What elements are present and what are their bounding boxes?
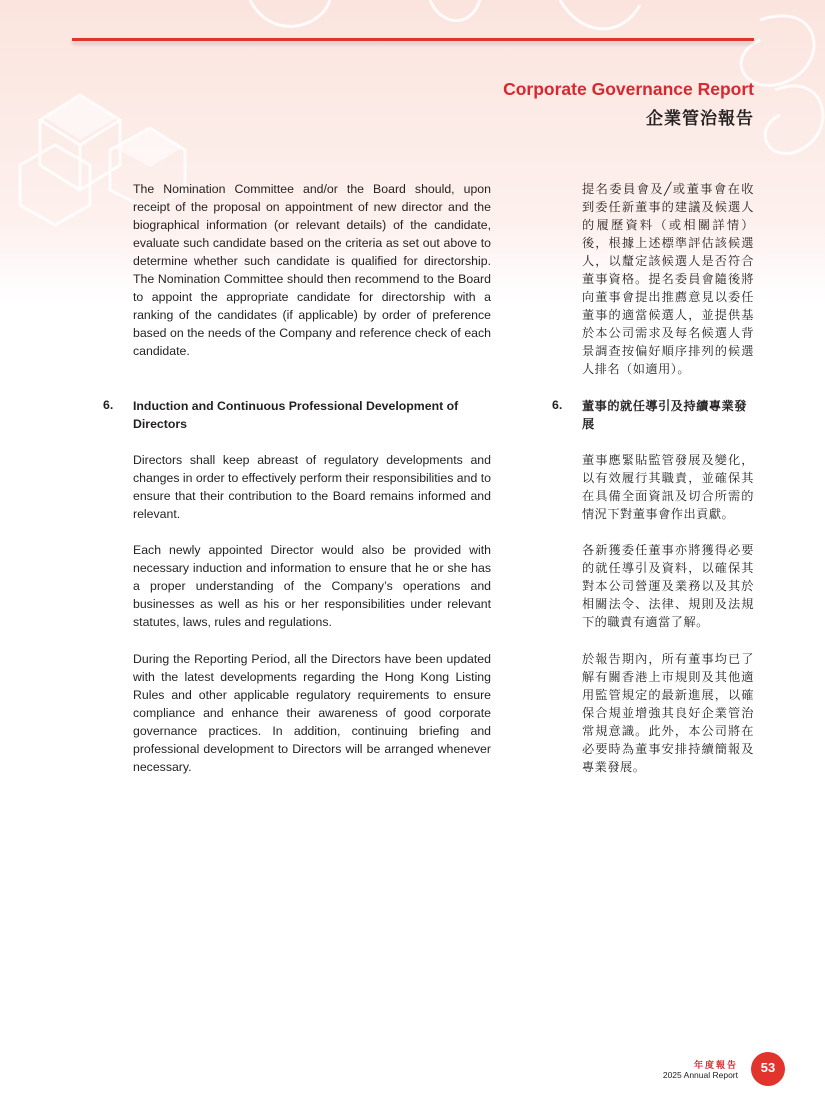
paragraph-3-en-block <box>133 650 491 776</box>
paragraph-2-en-block <box>133 541 491 631</box>
paragraph-2-zh: 各新獲委任董事亦將獲得必要的就任導引及資料，以確保其對本公司營運及業務以及其於相關法令、法律、規則及法規下的職責有適當了解。 <box>582 543 754 629</box>
section-heading-en: Induction and Continuous Professional Development of Directors <box>133 399 459 431</box>
section-heading-en-block <box>133 397 491 433</box>
paragraph-3-en: During the Reporting Period, all the Directors have been updated with the latest developments regarding the Hong Kong Listing Rules and other applicable regulatory requirements to ensure compliance and enhance their awareness of good corporate governance practices. In addition, continuing briefing and professional development to Directors will be arranged whenever necessary. <box>133 652 491 774</box>
paragraph-1-zh-block <box>582 451 754 523</box>
footer-label-zh: 年度報告 <box>693 1060 738 1070</box>
paragraph-3-zh-block <box>582 650 754 776</box>
section-number-en: 6. <box>103 398 114 412</box>
paragraph-1-en: Directors shall keep abreast of regulatory developments and changes in order to effectively perform their responsibilities and to ensure that their contribution to the Board remains informed and relevant. <box>133 453 491 521</box>
footer-label-en: 2025 Annual Report <box>662 1070 738 1080</box>
intro-zh-block <box>582 180 754 378</box>
intro-paragraph-zh: 提名委員會及╱或董事會在收到委任新董事的建議及候選人的履歷資料（或相關詳情）後，根據上述標準評估該候選人，以釐定該候選人是否符合董事資格。提名委員會隨後將向董事會提出推薦意見以委任董事的適當候選人，並提供基於本公司需求及每名候選人背景調查按偏好順序排列的候選人排名（如適用）。 <box>582 182 754 376</box>
header-rule <box>72 38 754 41</box>
paragraph-1-zh: 董事應緊貼監管發展及變化，以有效履行其職責，並確保其在具備全面資訊及切合所需的情況下對董事會作出貢獻。 <box>582 453 754 521</box>
paragraph-2-zh-block <box>582 541 754 631</box>
paragraph-2-en: Each newly appointed Director would also be provided with necessary induction and information to ensure that he or she has a proper understanding of the Company’s operations and businesses as well as his or her responsibilities under relevant statutes, laws, rules and regulations. <box>133 543 491 629</box>
paragraph-3-zh: 於報告期內，所有董事均已了解有關香港上市規則及其他適用監管規定的最新進展，以確保合規並增強其良好企業管治常規意識。此外，本公司將在必要時為董事安排持續簡報及專業發展。 <box>582 652 754 774</box>
section-heading-zh: 董事的就任導引及持續專業發展 <box>582 399 747 431</box>
page-number: 53 <box>760 1060 776 1075</box>
paragraph-1-en-block <box>133 451 491 523</box>
intro-paragraph-en: The Nomination Committee and/or the Board should, upon receipt of the proposal on appointment of new director and the biographical information (or relevant details) of the candidate, evaluate such candidate based on the criteria as set out above to determine whether such candidate is qualified for directorship. The Nomination Committee should then recommend to the Board to appoint the appropriate candidate for directorship with a ranking of the candidates (if applicable) by order of preference based on the needs of the Company and reference check of each candidate. <box>133 182 491 358</box>
intro-en-block <box>133 180 491 360</box>
section-heading-zh-block <box>582 397 754 433</box>
section-number-zh: 6. <box>552 398 563 412</box>
report-title-zh: 企業管治報告 <box>646 109 754 128</box>
report-title-en: Corporate Governance Report <box>503 79 754 99</box>
